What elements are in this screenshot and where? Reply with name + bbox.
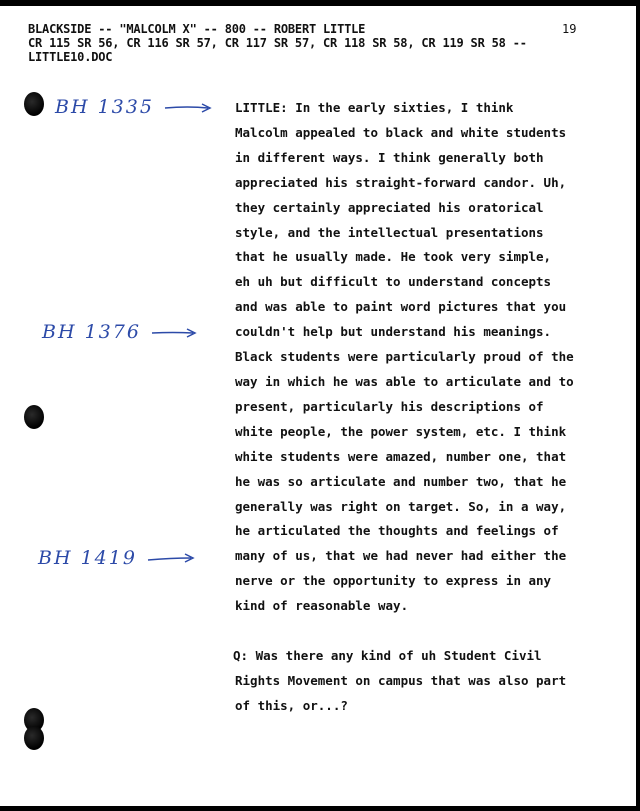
transcript-line: style, and the intellectual presentations — [235, 224, 544, 240]
transcript-line: couldn't help but understand his meanings. — [235, 324, 552, 340]
transcript-line: nerve or the opportunity to express in any — [235, 573, 552, 589]
arrow-right-icon — [151, 327, 197, 339]
transcript-line: many of us, that we had never had either the — [235, 548, 567, 564]
transcript-line: appreciated his straight-forward candor. Uh, — [235, 174, 567, 190]
transcript-line: he articulated the thoughts and feelings of — [235, 523, 559, 539]
transcript-line: of this, or...? — [235, 697, 348, 713]
transcript-line: LITTLE: In the early sixties, I think — [235, 100, 514, 115]
transcript-line: that he usually made. He took very simple, — [235, 249, 552, 265]
transcript-line: present, particularly his descriptions of — [235, 398, 544, 414]
page-border-top — [0, 0, 640, 6]
transcript-line: Q: Was there any kind of uh Student Civil — [233, 647, 542, 663]
page-border-right — [636, 0, 640, 811]
handwritten-note-bh1376 — [42, 321, 197, 343]
transcript-line: he was so articulate and number two, that he — [235, 473, 567, 489]
document-header — [28, 22, 588, 64]
transcript-line: they certainly appreciated his oratorical — [235, 199, 544, 215]
transcript-line: Rights Movement on campus that was also part — [235, 672, 567, 688]
paragraph-gap — [235, 619, 635, 644]
transcript-line: kind of reasonable way. — [235, 598, 409, 614]
handwritten-note-text: BH 1376 — [42, 321, 141, 343]
transcript-line: eh uh but difficult to understand concepts — [235, 274, 552, 290]
handwritten-note-text: BH 1335 — [55, 96, 154, 118]
handwritten-note-bh1335 — [55, 96, 212, 118]
header-title-line: BLACKSIDE -- "MALCOLM X" -- 800 -- ROBERT LITTLE — [28, 22, 366, 36]
header-filename-line: LITTLE10.DOC — [28, 50, 113, 64]
punch-hole-top — [24, 92, 44, 116]
transcript-line: and was able to paint word pictures that you — [235, 299, 567, 315]
transcript-line: way in which he was able to articulate and to — [235, 373, 574, 389]
transcript-line: Black students were particularly proud of the — [235, 349, 574, 365]
punch-hole-bottom-lower — [24, 726, 44, 750]
handwritten-note-bh1419 — [38, 547, 195, 569]
page-border-bottom — [0, 806, 640, 811]
transcript-line: in different ways. I think generally both — [235, 149, 544, 165]
transcript-line: white people, the power system, etc. I think — [235, 423, 567, 439]
arrow-right-icon — [147, 553, 195, 565]
page-number: 19 — [562, 22, 577, 36]
transcript-line: white students were amazed, number one, that — [235, 448, 567, 464]
handwritten-note-text: BH 1419 — [38, 547, 137, 569]
arrow-right-icon — [164, 102, 212, 114]
transcript-line: Malcolm appealed to black and white students — [235, 124, 567, 140]
header-reel-line: CR 115 SR 56, CR 116 SR 57, CR 117 SR 57, CR 118 SR 58, CR 119 SR 58 -- — [28, 36, 527, 50]
transcript-line: generally was right on target. So, in a way, — [235, 498, 567, 514]
transcript-body — [235, 96, 635, 719]
punch-hole-middle — [24, 405, 44, 429]
